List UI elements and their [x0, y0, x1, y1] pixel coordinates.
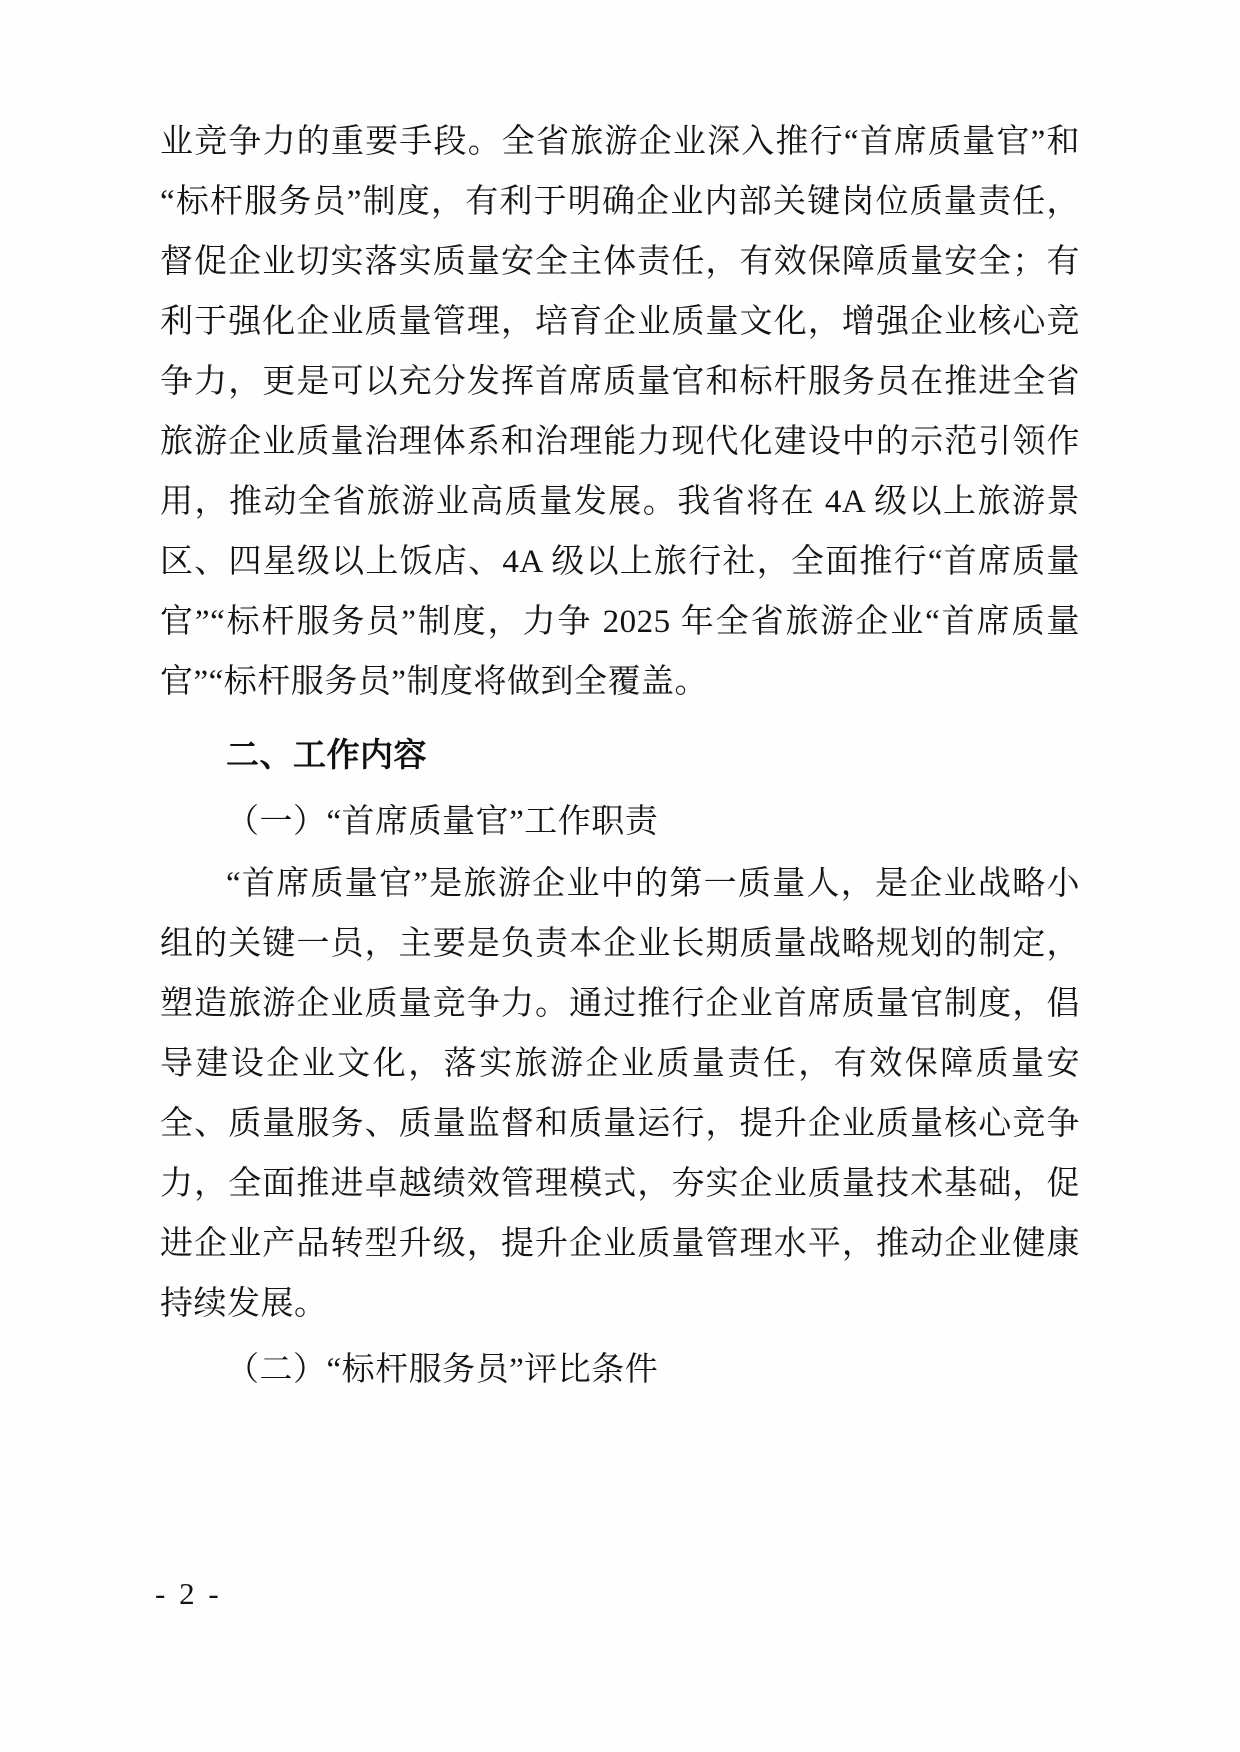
continued-paragraph: 业竞争力的重要手段。全省旅游企业深入推行“首席质量官”和“标杆服务员”制度，有利于明确企业内部关键岗位质量责任，督促企业切实落实质量安全主体责任，有效保障质量安全；有利于强化企业质量管理，培育企业质量文化，增强企业核心竞争力，更是可以充分发挥首席质量官和标杆服务员在推进全省旅游企业质量治理体系和治理能力现代化建设中的示范引领作用，推动全省旅游业高质量发展。我省将在 4A 级以上旅游景区、四星级以上饭店、4A 级以上旅行社，全面推行“首席质量官”“标杆服务员”制度，力争 2025 年全省旅游企业“首席质量官”“标杆服务员”制度将做到全覆盖。 [160, 124, 1080, 700]
subsection-two-heading: （二）“标杆服务员”评比条件 [226, 1352, 659, 1388]
page-number: - 2 - [155, 1576, 222, 1611]
section-heading: 二、工作内容 [226, 738, 427, 774]
subsection-one-paragraph: “首席质量官”是旅游企业中的第一质量人，是企业战略小组的关键一员，主要是负责本企业长期质量战略规划的制定，塑造旅游企业质量竞争力。通过推行企业首席质量官制度，倡导建设企业文化，落实旅游企业质量责任，有效保障质量安全、质量服务、质量监督和质量运行，提升企业质量核心竞争力，全面推进卓越绩效管理模式，夯实企业质量技术基础，促进企业产品转型升级，提升企业质量管理水平，推动企业健康持续发展。 [160, 866, 1080, 1322]
subsection-one-heading: （一）“首席质量官”工作职责 [226, 804, 659, 840]
page-content [160, 112, 1080, 1402]
